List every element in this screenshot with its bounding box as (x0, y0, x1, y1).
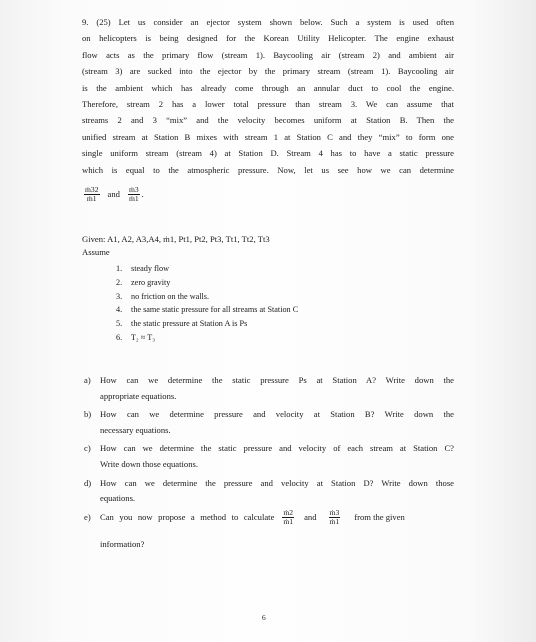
problem-line: Therefore, stream 2 has a lower total pressure than stream 3. We can assume that (82, 99, 454, 110)
question-line: How can we determine the pressure and velocity at Station D? Write down those (100, 477, 454, 488)
fraction-numerator: ṁ2 (283, 507, 294, 517)
question-line: equations. (100, 493, 136, 504)
page-number: 6 (262, 613, 266, 622)
assumption-number: 5. (116, 319, 123, 329)
problem-line: is the ambient which has already come through an annular duct to cool the engine. (82, 82, 454, 93)
question-line: appropriate equations. (100, 390, 177, 401)
question-e-text: Can you now propose a method to calculate (100, 512, 275, 522)
question-label: e) (84, 512, 91, 522)
question-line: Write down those equations. (100, 458, 198, 469)
assumption-item (116, 290, 298, 304)
question-label: c) (84, 443, 91, 454)
fraction-denominator: ṁ1 (86, 193, 97, 203)
mass-ratio-fraction (84, 186, 100, 203)
assumption-number: 1. (116, 264, 123, 273)
assumption-number: 2. (116, 277, 123, 287)
question-item (84, 441, 454, 472)
fraction-numerator: ṁ3 (329, 507, 340, 517)
question-line: necessary equations. (100, 424, 171, 435)
period-text: . (141, 189, 144, 199)
assumption-number: 6. (116, 332, 123, 342)
assumption-text: T₂ ≈ T₃ (130, 332, 156, 342)
question-e-line (84, 504, 456, 530)
problem-line: unified stream at Station B mixes with stream 1 at Station C and they “mix” to form one (82, 131, 454, 142)
question-e-text: from the given (354, 512, 405, 522)
assumption-text: the static pressure at Station A is Ps (131, 319, 248, 329)
problem-line: (stream 3) are sucked into the ejector by the primary stream (stream 1). Baycooling air (82, 66, 454, 77)
question-label: b) (84, 409, 92, 420)
question-list (84, 373, 454, 507)
assumption-text: zero gravity (131, 277, 171, 287)
fraction-numerator: ṁ32 (85, 184, 99, 194)
assumption-list (116, 262, 298, 345)
question-item (84, 407, 454, 438)
question-line: How can we determine the static pressure Ps at Station A? Write down the (100, 375, 454, 385)
mass-ratio-fraction (128, 186, 140, 203)
fraction-denominator: ṁ1 (329, 516, 340, 526)
question-e-line: information? (100, 539, 145, 549)
assumption-text: steady flow (131, 264, 170, 273)
assumption-number: 4. (116, 305, 123, 315)
fraction-denominator: ṁ1 (128, 193, 139, 203)
question-item (84, 373, 454, 404)
problem-line: which is equal to the atmospheric pressure. Now, let us see how we can determine (82, 164, 454, 175)
assumption-item (116, 303, 298, 317)
problem-line: flow acts as the primary flow (stream 1). Baycooling air (stream 2) and ambient air (82, 49, 454, 60)
assumption-number: 3. (116, 291, 123, 301)
fraction-numerator: ṁ3 (128, 184, 139, 194)
conjunction-text: and (107, 189, 120, 199)
problem-line: 9. (25) Let us consider an ejector system shown below. Such a system is used often (82, 17, 454, 27)
fraction-denominator: ṁ1 (283, 516, 294, 526)
assumption-item (116, 262, 298, 276)
question-line: How can we determine pressure and velocity at Station B? Write down the (100, 409, 454, 420)
given-list: Given: A1, A2, A3,A4, ṁ1, Pt1, Pt2, Pt3, Tt1, Tt2, Tt3 (82, 234, 270, 244)
question-label: d) (84, 477, 92, 488)
assume-heading: Assume (82, 247, 110, 257)
problem-line: on helicopters is being designed for the Korean Utility Helicopter. The engine exhaust (82, 33, 454, 44)
assumption-item (116, 317, 298, 331)
conjunction-text: and (304, 512, 317, 522)
assumption-item (116, 331, 298, 345)
question-line: How can we determine the static pressure and velocity of each stream at Station C? (100, 443, 454, 454)
problem-line: single uniform stream (stream 4) at Station D. Stream 4 has to have a static pressure (82, 148, 454, 159)
problem-statement (82, 14, 454, 178)
question-e (84, 504, 456, 552)
problem-line: streams 2 and 3 “mix” and the velocity becomes uniform at Station B. Then the (82, 115, 454, 126)
question-label: a) (84, 375, 91, 385)
question-item (84, 476, 454, 507)
mass-ratio-fraction (329, 509, 341, 526)
mass-ratio-fraction (282, 509, 294, 526)
assumption-text: the same static pressure for all streams at Station C (131, 305, 299, 315)
assumption-text: no friction on the walls. (131, 291, 210, 301)
assumption-item (116, 276, 298, 290)
mass-ratio-expression (82, 184, 144, 204)
